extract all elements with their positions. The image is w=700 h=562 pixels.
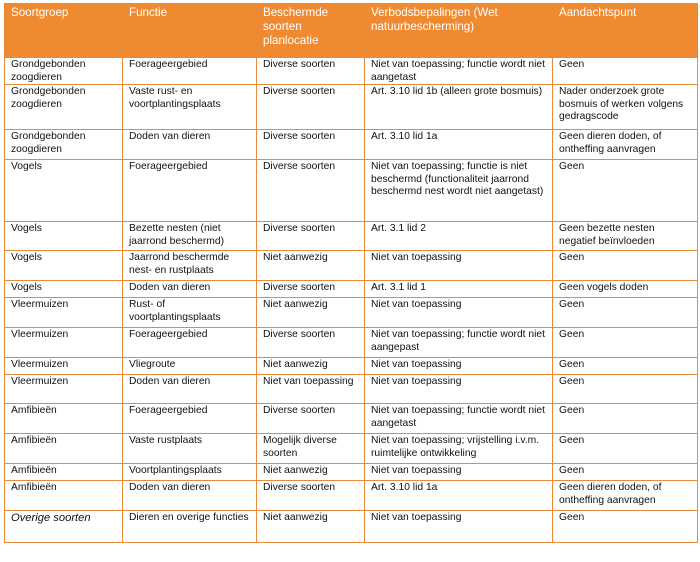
cell-functie: Foerageergebied — [123, 404, 257, 434]
table-row — [5, 281, 698, 298]
cell-beschermde-soorten: Diverse soorten — [257, 404, 365, 434]
cell-beschermde-soorten: Niet van toepassing — [257, 375, 365, 404]
cell-aandachtspunt: Geen — [553, 464, 698, 481]
cell-functie: Foerageergebied — [123, 58, 257, 85]
cell-soortgroep: Vleermuizen — [5, 298, 123, 328]
cell-functie: Vaste rustplaats — [123, 434, 257, 464]
cell-soortgroep: Vogels — [5, 251, 123, 281]
table-row — [5, 222, 698, 251]
table-row — [5, 130, 698, 160]
cell-soortgroep: Amfibieën — [5, 481, 123, 511]
cell-functie: Doden van dieren — [123, 375, 257, 404]
cell-functie: Vliegroute — [123, 358, 257, 375]
cell-aandachtspunt: Geen dieren doden, of ontheffing aanvragen — [553, 481, 698, 511]
cell-soortgroep: Amfibieën — [5, 434, 123, 464]
cell-soortgroep: Vleermuizen — [5, 358, 123, 375]
cell-soortgroep: Vogels — [5, 160, 123, 222]
cell-beschermde-soorten: Diverse soorten — [257, 58, 365, 85]
cell-soortgroep: Grondgebonden zoogdieren — [5, 58, 123, 85]
cell-aandachtspunt: Geen — [553, 58, 698, 85]
cell-functie: Dieren en overige functies — [123, 511, 257, 543]
table-row — [5, 58, 698, 85]
cell-beschermde-soorten: Niet aanwezig — [257, 511, 365, 543]
cell-functie: Bezette nesten (niet jaarrond beschermd) — [123, 222, 257, 251]
table-row — [5, 358, 698, 375]
table-row — [5, 328, 698, 358]
cell-functie: Doden van dieren — [123, 481, 257, 511]
cell-aandachtspunt: Geen — [553, 298, 698, 328]
cell-aandachtspunt: Geen — [553, 328, 698, 358]
table-row — [5, 464, 698, 481]
cell-verbodsbepalingen: Niet van toepassing — [365, 358, 553, 375]
header-functie: Functie — [123, 4, 257, 58]
cell-verbodsbepalingen: Art. 3.10 lid 1b (alleen grote bosmuis) — [365, 85, 553, 130]
cell-verbodsbepalingen: Niet van toepassing — [365, 298, 553, 328]
header-aandachtspunt: Aandachtspunt — [553, 4, 698, 58]
cell-functie: Doden van dieren — [123, 130, 257, 160]
cell-functie: Doden van dieren — [123, 281, 257, 298]
table-row — [5, 511, 698, 543]
cell-verbodsbepalingen: Niet van toepassing — [365, 464, 553, 481]
table-header-row — [5, 4, 698, 58]
cell-soortgroep: Vleermuizen — [5, 328, 123, 358]
cell-verbodsbepalingen: Niet van toepassing — [365, 375, 553, 404]
cell-beschermde-soorten: Diverse soorten — [257, 160, 365, 222]
cell-verbodsbepalingen: Art. 3.1 lid 1 — [365, 281, 553, 298]
cell-functie: Vaste rust- en voortplantingsplaats — [123, 85, 257, 130]
cell-aandachtspunt: Geen dieren doden, of ontheffing aanvragen — [553, 130, 698, 160]
cell-verbodsbepalingen: Art. 3.10 lid 1a — [365, 481, 553, 511]
cell-aandachtspunt: Geen — [553, 251, 698, 281]
table-row — [5, 375, 698, 404]
cell-beschermde-soorten: Niet aanwezig — [257, 464, 365, 481]
cell-beschermde-soorten: Diverse soorten — [257, 85, 365, 130]
table-body — [5, 58, 698, 543]
cell-verbodsbepalingen: Niet van toepassing; functie wordt niet aangetast — [365, 404, 553, 434]
table-row — [5, 85, 698, 130]
cell-functie: Foerageergebied — [123, 328, 257, 358]
cell-verbodsbepalingen: Art. 3.10 lid 1a — [365, 130, 553, 160]
cell-beschermde-soorten: Niet aanwezig — [257, 298, 365, 328]
table-row — [5, 298, 698, 328]
cell-aandachtspunt: Geen bezette nesten negatief beïnvloeden — [553, 222, 698, 251]
table-row — [5, 434, 698, 464]
cell-beschermde-soorten: Diverse soorten — [257, 222, 365, 251]
cell-beschermde-soorten: Niet aanwezig — [257, 358, 365, 375]
cell-verbodsbepalingen: Niet van toepassing; functie wordt niet aangetast — [365, 58, 553, 85]
table-row — [5, 404, 698, 434]
cell-verbodsbepalingen: Niet van toepassing — [365, 251, 553, 281]
cell-aandachtspunt: Geen — [553, 434, 698, 464]
cell-beschermde-soorten: Niet aanwezig — [257, 251, 365, 281]
cell-soortgroep: Vleermuizen — [5, 375, 123, 404]
cell-beschermde-soorten: Diverse soorten — [257, 130, 365, 160]
cell-verbodsbepalingen: Art. 3.1 lid 2 — [365, 222, 553, 251]
table-row — [5, 251, 698, 281]
cell-functie: Rust- of voortplantingsplaats — [123, 298, 257, 328]
cell-functie: Foerageergebied — [123, 160, 257, 222]
cell-beschermde-soorten: Diverse soorten — [257, 328, 365, 358]
cell-soortgroep: Vogels — [5, 222, 123, 251]
species-table-container — [4, 3, 697, 543]
cell-aandachtspunt: Geen — [553, 375, 698, 404]
cell-soortgroep: Grondgebonden zoogdieren — [5, 85, 123, 130]
cell-functie: Voortplantingsplaats — [123, 464, 257, 481]
cell-verbodsbepalingen: Niet van toepassing; functie is niet beschermd (functionaliteit jaarrond beschermd nest wordt niet aangetast) — [365, 160, 553, 222]
header-beschermde-soorten: Beschermde soorten planlocatie — [257, 4, 365, 58]
cell-aandachtspunt: Geen vogels doden — [553, 281, 698, 298]
table-row — [5, 160, 698, 222]
cell-aandachtspunt: Geen — [553, 358, 698, 375]
cell-aandachtspunt: Geen — [553, 511, 698, 543]
cell-soortgroep: Overige soorten — [5, 511, 123, 543]
cell-verbodsbepalingen: Niet van toepassing; functie wordt niet aangepast — [365, 328, 553, 358]
cell-beschermde-soorten: Diverse soorten — [257, 481, 365, 511]
cell-verbodsbepalingen: Niet van toepassing — [365, 511, 553, 543]
cell-beschermde-soorten: Mogelijk diverse soorten — [257, 434, 365, 464]
cell-soortgroep: Vogels — [5, 281, 123, 298]
cell-verbodsbepalingen: Niet van toepassing; vrijstelling i.v.m. ruimtelijke ontwikkeling — [365, 434, 553, 464]
species-protection-table — [4, 3, 698, 543]
cell-aandachtspunt: Geen — [553, 404, 698, 434]
cell-beschermde-soorten: Diverse soorten — [257, 281, 365, 298]
cell-functie: Jaarrond beschermde nest- en rustplaats — [123, 251, 257, 281]
header-soortgroep: Soortgroep — [5, 4, 123, 58]
header-verbodsbepalingen: Verbodsbepalingen (Wet natuurbescherming) — [365, 4, 553, 58]
cell-aandachtspunt: Nader onderzoek grote bosmuis of werken volgens gedragscode — [553, 85, 698, 130]
table-row — [5, 481, 698, 511]
cell-aandachtspunt: Geen — [553, 160, 698, 222]
cell-soortgroep: Amfibieën — [5, 464, 123, 481]
cell-soortgroep: Grondgebonden zoogdieren — [5, 130, 123, 160]
cell-soortgroep: Amfibieën — [5, 404, 123, 434]
